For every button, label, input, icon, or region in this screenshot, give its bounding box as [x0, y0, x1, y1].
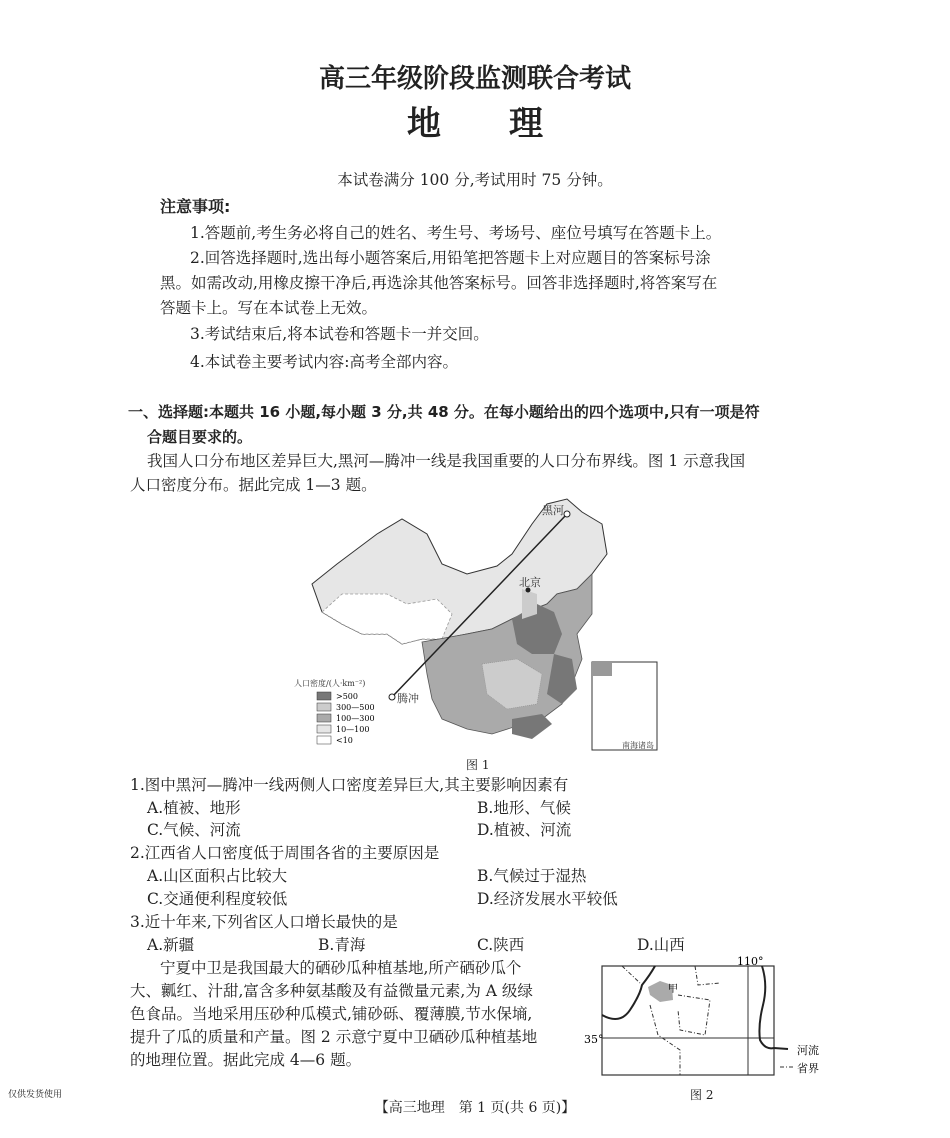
question-2: 2.江西省人口密度低于周围各省的主要原因是	[130, 844, 440, 862]
passage2-line: 色食品。当地采用压砂种瓜模式,铺砂砾、覆薄膜,节水保墒,	[130, 1005, 533, 1023]
passage2-line: 大、瓤红、汁甜,富含多种氨基酸及有益微量元素,为 A 级绿	[130, 982, 533, 1000]
notice-item: 2.回答选择题时,选出每小题答案后,用铅笔把答题卡上对应题目的答案标号涂	[190, 249, 711, 267]
china-population-map	[292, 494, 662, 756]
legend-item: >500	[336, 692, 358, 701]
notice-item: 3.考试结束后,将本试卷和答题卡一并交回。	[190, 325, 489, 343]
option: A.植被、地形	[147, 799, 241, 817]
label-jia: 甲	[668, 984, 678, 995]
legend-item: <10	[336, 736, 353, 745]
notice-item: 黑。如需改动,用橡皮擦干净后,再选涂其他答案标号。回答非选择题时,将答案写在	[160, 274, 718, 292]
option: B.青海	[318, 936, 366, 954]
option: A.山区面积占比较大	[147, 867, 288, 885]
page-footer: 【高三地理 第 1 页(共 6 页)】	[374, 1100, 576, 1116]
label-tengchong: 腾冲	[397, 692, 419, 705]
legend-item: 300—500	[336, 703, 375, 712]
option: C.交通便利程度较低	[147, 890, 288, 908]
legend-item: 100—300	[336, 714, 375, 723]
latitude-label: 35°	[584, 1033, 604, 1046]
option: B.气候过于湿热	[477, 867, 587, 885]
passage1-line: 人口密度分布。据此完成 1—3 题。	[130, 476, 377, 494]
passage1-line: 我国人口分布地区差异巨大,黑河—腾冲一线是我国重要的人口分布界线。图 1 示意我国	[147, 452, 746, 470]
map-region-medium-dense	[522, 589, 537, 619]
subject-title: 地 理	[407, 104, 543, 144]
option: D.植被、河流	[477, 821, 572, 839]
notice-item: 1.答题前,考生务必将自己的姓名、考生号、考场号、座位号填写在答题卡上。	[190, 224, 722, 242]
figure1-caption: 图 1	[466, 758, 490, 772]
notice-heading: 注意事项:	[160, 197, 231, 216]
section-heading: 一、选择题:本题共 16 小题,每小题 3 分,共 48 分。在每小题给出的四个选项中,只有一项是符	[128, 403, 760, 421]
exam-info: 本试卷满分 100 分,考试用时 75 分钟。	[337, 171, 613, 189]
label-inset: 南海诸岛	[622, 741, 654, 750]
watermark-text: 仅供发货使用	[8, 1090, 63, 1100]
option: C.气候、河流	[147, 821, 241, 839]
map-region-sparse	[322, 594, 452, 644]
question-1: 1.图中黑河—腾冲一线两侧人口密度差异巨大,其主要影响因素有	[130, 776, 569, 794]
option: D.经济发展水平较低	[477, 890, 618, 908]
legend-river: 河流	[797, 1044, 819, 1057]
legend-boundary: 省界	[797, 1062, 819, 1075]
notice-item: 答题卡上。写在本试卷上无效。	[160, 299, 378, 317]
zhongwei-location-map	[580, 955, 840, 1085]
notice-item: 4.本试卷主要考试内容:高考全部内容。	[190, 353, 459, 371]
exam-title: 高三年级阶段监测联合考试	[318, 64, 631, 94]
legend-item: 10—100	[336, 725, 370, 734]
option: D.山西	[637, 936, 685, 954]
section-heading-cont: 合题目要求的。	[147, 428, 253, 446]
longitude-label: 110°	[737, 955, 764, 968]
label-heihe: 黑河	[542, 504, 564, 517]
figure2-caption: 图 2	[690, 1088, 714, 1102]
question-3: 3.近十年来,下列省区人口增长最快的是	[130, 913, 398, 931]
passage2-line: 宁夏中卫是我国最大的硒砂瓜种植基地,所产硒砂瓜个	[160, 959, 522, 977]
option: C.陕西	[477, 936, 525, 954]
label-beijing: 北京	[519, 576, 541, 589]
option: B.地形、气候	[477, 799, 571, 817]
passage2-line: 的地理位置。据此完成 4—6 题。	[130, 1051, 362, 1069]
passage2-line: 提升了瓜的质量和产量。图 2 示意宁夏中卫硒砂瓜种植基地	[130, 1028, 538, 1046]
option: A.新疆	[147, 936, 195, 954]
legend-title: 人口密度/(人·km⁻²)	[294, 679, 366, 688]
